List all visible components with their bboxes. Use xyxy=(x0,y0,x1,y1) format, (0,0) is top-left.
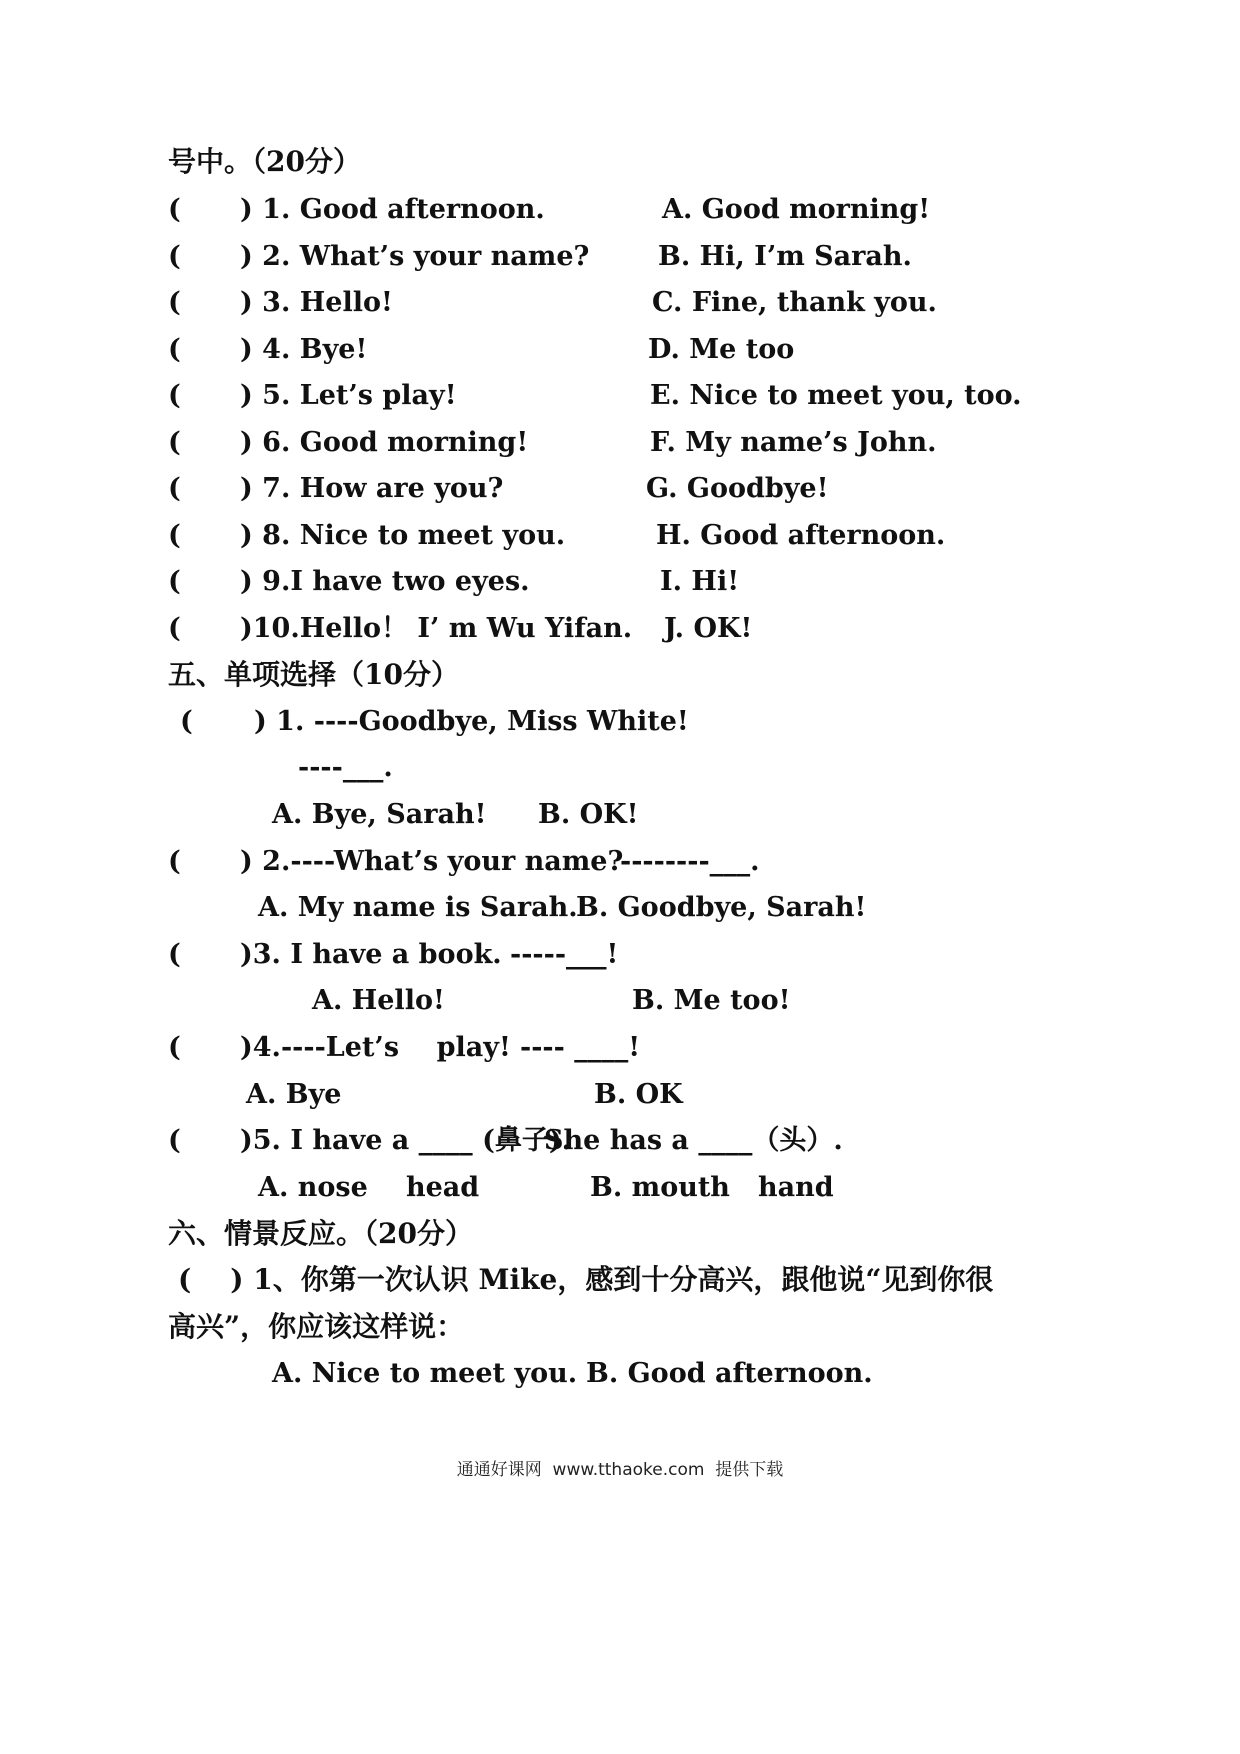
scenario-prompt-line-2: 高兴”，你应该这样说： xyxy=(168,1310,465,1343)
reply-blank: -----___! xyxy=(510,939,619,970)
answer-paren[interactable]: ( xyxy=(168,1125,181,1156)
question-text: ) 2.----What’s your name? xyxy=(240,846,624,877)
option-text: A. Good morning! xyxy=(662,194,931,225)
option-text: F. My name’s John. xyxy=(650,427,937,458)
option-text: I. Hi! xyxy=(660,566,740,597)
answer-paren[interactable]: ( xyxy=(168,846,181,877)
question-text: ) 3. Hello! xyxy=(240,287,393,318)
answer-paren[interactable]: ( xyxy=(168,380,181,411)
section-4-heading-tail: 号中。（20分） xyxy=(168,145,361,178)
answer-paren[interactable]: ( xyxy=(168,473,181,504)
option-text: E. Nice to meet you, too. xyxy=(650,380,1022,411)
option-b: B. mouth xyxy=(590,1172,730,1203)
option-b-second-word: hand xyxy=(758,1172,834,1203)
question-text: ) 4. Bye! xyxy=(240,334,368,365)
option-b: B. Good afternoon. xyxy=(586,1358,873,1389)
option-b: B. OK! xyxy=(538,799,639,830)
question-text: ) 7. How are you? xyxy=(240,473,504,504)
question-text-2: She has a ____（头）. xyxy=(544,1125,843,1156)
option-a: A. Hello! xyxy=(312,985,445,1016)
section-6-heading: 六、情景反应。（20分） xyxy=(168,1217,473,1250)
option-b: B. OK xyxy=(594,1079,683,1110)
option-a: A. Bye, Sarah! xyxy=(272,799,487,830)
question-text: )4.----Let’s play! xyxy=(240,1032,511,1063)
answer-paren[interactable]: ( xyxy=(168,1032,181,1063)
option-text: G. Goodbye! xyxy=(646,473,829,504)
question-text: ) 5. Let’s play! xyxy=(240,380,457,411)
scenario-prompt-line-1: ( ) 1、你第一次认识 Mike，感到十分高兴，跟他说“见到你很 xyxy=(178,1263,994,1296)
question-text: )10.Hello！ I’ m Wu Yifan. xyxy=(240,613,633,644)
question-text: )5. I have a ____ (鼻子). xyxy=(240,1125,572,1156)
option-text: C. Fine, thank you. xyxy=(652,287,937,318)
option-text: B. Hi, I’m Sarah. xyxy=(658,241,912,272)
answer-paren[interactable]: ( xyxy=(168,287,181,318)
option-a: A. My name is Sarah. xyxy=(258,892,578,923)
question-text: ) 6. Good morning! xyxy=(240,427,529,458)
question-text: ) 2. What’s your name? xyxy=(240,241,590,272)
question-text: ) 1. Good afternoon. xyxy=(240,194,545,225)
answer-paren[interactable]: ( xyxy=(168,939,181,970)
option-a: A. Nice to meet you. xyxy=(272,1358,578,1389)
option-b: B. Me too! xyxy=(632,985,791,1016)
answer-paren[interactable]: ( xyxy=(168,613,181,644)
option-a: A. nose xyxy=(258,1172,368,1203)
option-b: B. Goodbye, Sarah! xyxy=(576,892,867,923)
question-text: ) 9.I have two eyes. xyxy=(240,566,530,597)
option-a-second-word: head xyxy=(406,1172,480,1203)
reply-blank: ---- ____! xyxy=(520,1032,641,1063)
question-text: ) 1. ----Goodbye, Miss White! xyxy=(254,706,689,737)
answer-paren[interactable]: ( xyxy=(168,427,181,458)
answer-paren[interactable]: ( xyxy=(168,334,181,365)
reply-blank: --------___. xyxy=(620,846,760,877)
reply-blank: ----___. xyxy=(298,752,393,783)
answer-paren[interactable]: ( xyxy=(168,520,181,551)
option-text: J. OK! xyxy=(664,613,753,644)
option-text: D. Me too xyxy=(648,334,795,365)
answer-paren[interactable]: ( xyxy=(168,241,181,272)
question-text: )3. I have a book. xyxy=(240,939,502,970)
question-text: ) 8. Nice to meet you. xyxy=(240,520,566,551)
answer-paren[interactable]: ( xyxy=(168,194,181,225)
option-a: A. Bye xyxy=(246,1079,342,1110)
answer-paren[interactable]: ( xyxy=(180,706,193,737)
option-text: H. Good afternoon. xyxy=(656,520,946,551)
section-5-heading: 五、单项选择（10分） xyxy=(168,658,459,691)
page-footer: 通通好课网 www.tthaoke.com 提供下载 xyxy=(456,1460,784,1480)
answer-paren[interactable]: ( xyxy=(168,566,181,597)
